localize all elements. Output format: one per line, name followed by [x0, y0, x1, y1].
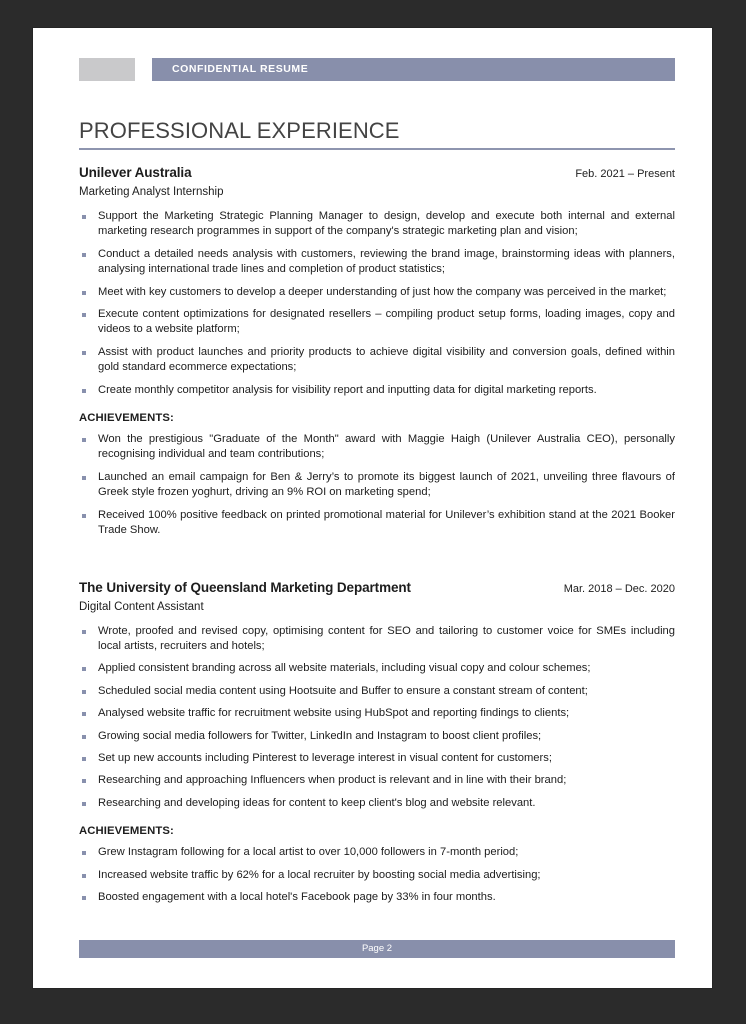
achievements-list [79, 432, 675, 538]
achievements-block [79, 825, 675, 905]
bullet-item: Scheduled social media content using Hootsuite and Buffer to ensure a constant stream of content; [79, 684, 675, 699]
section-divider [79, 148, 675, 150]
bullet-item: Conduct a detailed needs analysis with customers, reviewing the brand image, brainstorming ideas with planners, analysing international trade lines and completion of product statistics; [79, 247, 675, 278]
bullet-item: Applied consistent branding across all website materials, including visual copy and colour schemes; [79, 661, 675, 676]
job-title: Digital Content Assistant [79, 600, 204, 613]
bullet-item: Create monthly competitor analysis for visibility report and inputting data for digital marketing reports. [79, 383, 675, 398]
bullet-item: Won the prestigious "Graduate of the Month" award with Maggie Haigh (Unilever Australia CEO), personally recognising individual and team contributions; [79, 432, 675, 463]
employment-dates: Feb. 2021 – Present [575, 168, 675, 180]
employer-name: The University of Queensland Marketing Department [79, 579, 411, 595]
bullet-item: Execute content optimizations for designated resellers – compiling product setup forms, loading images, copy and videos to a website platform; [79, 307, 675, 338]
bullet-item: Researching and developing ideas for content to keep client's blog and website relevant. [79, 796, 675, 811]
employment-dates: Mar. 2018 – Dec. 2020 [563, 582, 675, 595]
bullet-item: Wrote, proofed and revised copy, optimising content for SEO and tailoring to customer voice for SMEs including local artists, recruiters and hotels; [79, 624, 675, 655]
bullet-item: Researching and approaching Influencers when product is relevant and in line with their brand; [79, 773, 675, 788]
bullet-item: Boosted engagement with a local hotel's Facebook page by 33% in four months. [79, 890, 675, 905]
employer-name: Unilever Australia [79, 165, 192, 180]
job-title: Marketing Analyst Internship [79, 186, 224, 198]
achievements-heading: ACHIEVEMENTS: [79, 412, 174, 425]
bullet-item: Grew Instagram following for a local artist to over 10,000 followers in 7-month period; [79, 845, 675, 860]
experience-headline [79, 579, 675, 598]
achievements-list [79, 845, 675, 905]
confidential-banner [152, 58, 675, 81]
logo-placeholder [79, 58, 135, 81]
page-number-label: Page 2 [361, 943, 393, 954]
experience-headline [79, 164, 675, 183]
bullet-item: Growing social media followers for Twitter, LinkedIn and Instagram to boost client profiles; [79, 729, 675, 744]
experience-entry [79, 579, 675, 906]
experience-entry [79, 164, 675, 539]
experience-list [79, 164, 675, 905]
bullet-item: Analysed website traffic for recruitment website using HubSpot and reporting findings to clients; [79, 706, 675, 721]
bullet-item: Received 100% positive feedback on printed promotional material for Unilever’s exhibition stand at the 2021 Booker Trade Show. [79, 508, 675, 539]
page-title: PROFESSIONAL EXPERIENCE [79, 118, 400, 143]
bullet-item: Assist with product launches and priority products to achieve digital visibility and conversion goals, defined within gold standard ecommerce expectations; [79, 345, 675, 376]
responsibilities-list [79, 209, 675, 398]
section-heading-block [79, 118, 675, 150]
bullet-item: Increased website traffic by 62% for a local recruiter by boosting social media advertising; [79, 868, 675, 883]
bullet-item: Support the Marketing Strategic Planning Manager to design, develop and execute both internal and external marketing research programmes in support of the company's strategic marketing plan and vision; [79, 209, 675, 240]
achievements-heading: ACHIEVEMENTS: [79, 825, 174, 838]
bullet-item: Meet with key customers to develop a deeper understanding of just how the company was perceived in the market; [79, 285, 675, 300]
responsibilities-list [79, 624, 675, 812]
bullet-item: Launched an email campaign for Ben & Jerry’s to promote its biggest launch of 2021, unveiling three flavours of Greek style frozen yoghurt, driving an 9% ROI on marketing spend; [79, 470, 675, 501]
confidential-banner-label: CONFIDENTIAL RESUME [172, 63, 309, 75]
resume-page [33, 28, 712, 988]
document-header [79, 58, 675, 82]
bullet-item: Set up new accounts including Pinterest to leverage interest in visual content for customers; [79, 751, 675, 766]
page-footer [79, 940, 675, 958]
achievements-block [79, 412, 675, 538]
